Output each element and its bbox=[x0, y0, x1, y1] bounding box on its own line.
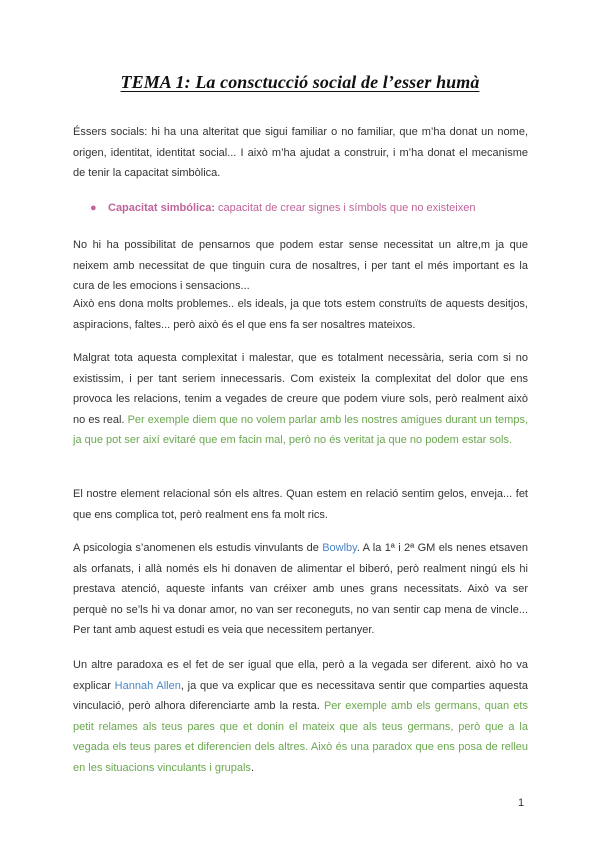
paragraph-intro: Éssers socials: hi ha una alteritat que sigui familiar o no familiar, que m’ha donat un nome, origen, identitat, identitat social... I això m’ha ajudat a construir, i m’ha donat el mecanisme de tenir la capacitat simbòlica. bbox=[73, 126, 528, 179]
paradox-middle: , ja que va explicar que es necessitava sentir que comparties aquesta vinculació, però alhora diferenciarte amb la resta. bbox=[73, 679, 528, 712]
bullet-item bbox=[90, 199, 475, 217]
paragraph-possibility: No hi ha possibilitat de pensarnos que podem estar sense necessitat un altre,m ja que neixem amb necessitat de que tinguin cura de nosaltres, i per tant el més important es la cura de les emocions i sensacions... bbox=[73, 239, 528, 292]
paragraph-bowlby bbox=[73, 538, 528, 641]
page-title: TEMA 1: La consctucció social de l’esser humà bbox=[120, 72, 480, 92]
bowlby-name: Bowlby bbox=[322, 542, 357, 554]
paragraph-paradox bbox=[73, 655, 528, 778]
bowlby-after: . A la 1ª i 2ª GM els nenes etsaven als orfanats, i allà només els hi donaven de alimentar el biberó, però realment ningú els hi prestava atenció, aqueste infants van créixer amb unes grans necessitats. Això va ser perquè no se’ls hi va donar amor, no van ser reconeguts, no van sentir cap mena de vincle... Per tant amb aquest estudi es veia que necessitem pertanyer. bbox=[73, 542, 528, 636]
paradox-example: Per exemple amb els germans, quan ets petit relames als teus pares que et donin el mateix que als teus germans, però que a la vegada els teus pares et diferencien dels altres. Això és una paradox que ens posa de relleu en les situacions vinculants i grupals bbox=[73, 700, 528, 774]
bullet-dot-icon: ● bbox=[90, 202, 97, 214]
paradox-end: . bbox=[250, 761, 254, 774]
paragraph-relational: El nostre element relacional són els altres. Quan estem en relació sentim gelos, enveja... fet que ens complica tot, però realment ens fa molt rics. bbox=[73, 488, 528, 521]
paragraph-problems: Això ens dona molts problemes.. els ideals, ja que tots estem construïts de aquests desitjos, aspiracions, faltes... però això és el que ens fa ser nosaltres mateixos. bbox=[73, 298, 528, 331]
paragraph-complexity bbox=[73, 348, 528, 451]
bowlby-before: A psicologia s’anomenen els estudis vinvulants de bbox=[73, 542, 323, 554]
complexity-text: Malgrat tota aquesta complexitat i malestar, que es totalment necessària, seria com si no existissim, i per tant seriem innecessaris. Com existeix la complexitat del dolor que ens provoca les relacions, tenim a vegades de creure que podem viure sols, però realment això no es real. bbox=[73, 352, 528, 426]
paradox-name: Hannah Allen bbox=[114, 679, 181, 692]
bullet-label: Capacitat simbólica: bbox=[108, 202, 215, 214]
complexity-example: Per exemple diem que no volem parlar amb les nostres amigues durant un temps, ja que pot ser així evitaré que em facin mal, però no és veritat ja que no podem estar sols. bbox=[73, 413, 529, 446]
paradox-before: Un altre paradoxa es el fet de ser igual que ella, però a la vegada ser diferent. això ho va explicar bbox=[73, 659, 528, 692]
page-number: 1 bbox=[518, 797, 525, 809]
bullet-text: capacitat de crear signes i símbols que no existeixen bbox=[214, 202, 476, 214]
